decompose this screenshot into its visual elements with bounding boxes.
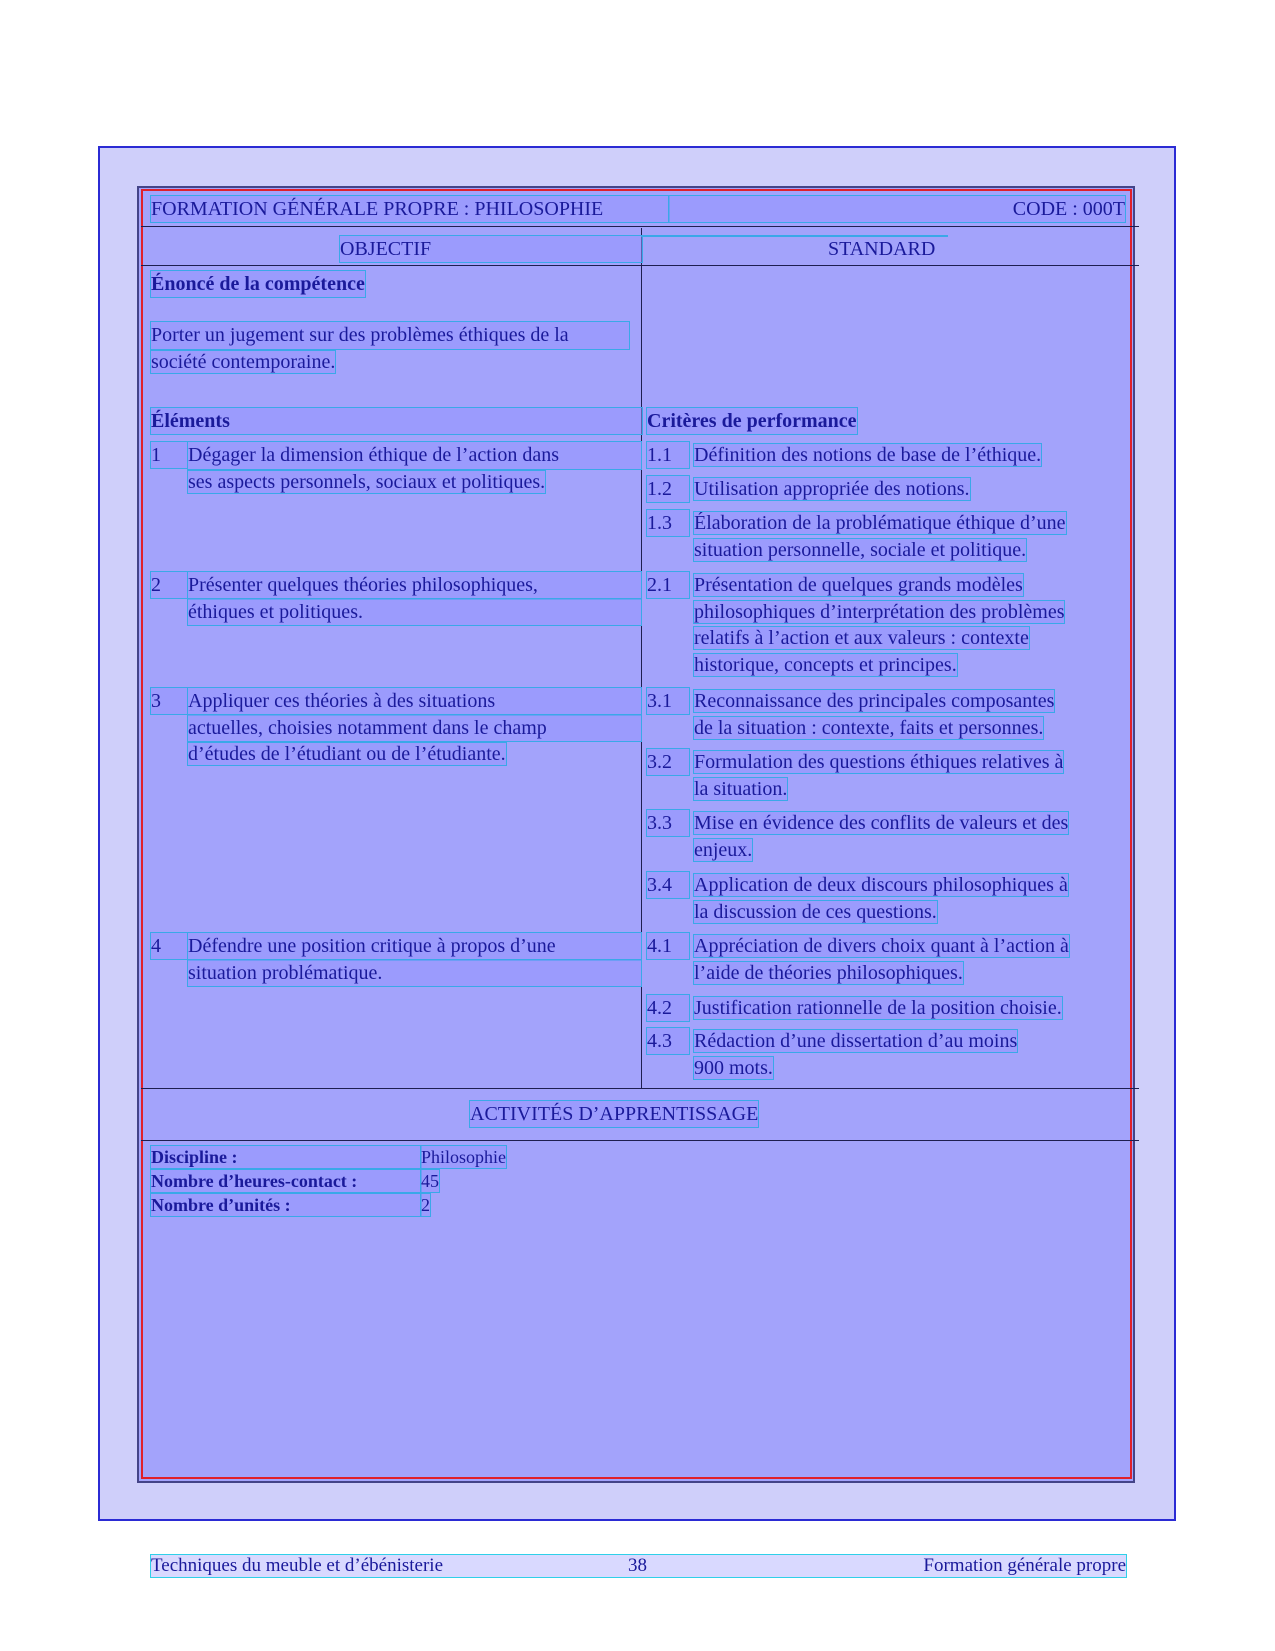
criterion-text: Justification rationnelle de la position choisie. [694, 997, 1062, 1019]
competence-line: Porter un jugement sur des problèmes éthiques de la [151, 322, 629, 349]
criterion-number: 1.3 [647, 510, 689, 536]
criterion-text: Élaboration de la problématique éthique d’une situation personnelle, sociale et politique. [694, 512, 1066, 561]
form-title: FORMATION GÉNÉRALE PROPRE : PHILOSOPHIE [151, 196, 669, 222]
activities-title: ACTIVITÉS D’APPRENTISSAGE [470, 1103, 759, 1125]
rule-under-activities [141, 1140, 1139, 1141]
contact-hours-label: Nombre d’heures-contact : [151, 1170, 421, 1192]
criterion-number: 1.1 [647, 442, 689, 468]
discipline-label: Discipline : [151, 1146, 421, 1168]
element-text: Défendre une position critique à propos d’une situation problématique. [188, 933, 641, 986]
competence-line: société contemporaine. [151, 350, 336, 373]
footer-program: Techniques du meuble et d’ébénisterie [151, 1555, 444, 1576]
competence-heading: Énoncé de la compétence [151, 273, 365, 295]
criteria-heading: Critères de performance [647, 410, 857, 432]
criterion-text: Formulation des questions éthiques relatives à la situation. [694, 751, 1064, 800]
element-text: Appliquer ces théories à des situations actuelles, choisies notamment dans le champ d’études de l’étudiant ou de l’étudiante. [188, 688, 641, 768]
rule-under-columns [141, 265, 1139, 266]
criterion-text: Reconnaissance des principales composantes de la situation : contexte, faits et personnes. [694, 690, 1055, 739]
criterion-number: 4.2 [647, 995, 689, 1021]
criterion-text: Application de deux discours philosophiques à la discussion de ces questions. [694, 874, 1068, 923]
footer-section: Formation générale propre [923, 1555, 1126, 1576]
element-number: 4 [151, 933, 187, 959]
form-code: CODE : 000T [669, 196, 1125, 222]
discipline-value: Philosophie [421, 1147, 507, 1167]
rule-above-activities [141, 1088, 1139, 1089]
competence-text [151, 322, 629, 375]
criterion-number: 3.1 [647, 688, 689, 714]
column-heading-objectif: OBJECTIF [340, 236, 642, 262]
criterion-text: Utilisation appropriée des notions. [694, 478, 970, 500]
criterion-text: Définition des notions de base de l’éthique. [694, 444, 1042, 466]
elements-heading: Éléments [151, 408, 642, 434]
element-number: 2 [151, 572, 187, 598]
footer-page-number: 38 [628, 1555, 647, 1576]
criterion-text: Rédaction d’une dissertation d’au moins 900 mots. [694, 1030, 1018, 1079]
units-label: Nombre d’unités : [151, 1194, 421, 1216]
criterion-number: 4.1 [647, 933, 689, 959]
page-footer [151, 1555, 1126, 1577]
criterion-number: 1.2 [647, 476, 689, 502]
criterion-number: 3.2 [647, 749, 689, 775]
rule-under-header [141, 226, 1139, 227]
criterion-text: Mise en évidence des conflits de valeurs et des enjeux. [694, 812, 1069, 861]
criterion-number: 4.3 [647, 1028, 689, 1054]
units-value: 2 [421, 1195, 430, 1215]
criterion-text: Présentation de quelques grands modèles philosophiques d’interprétation des problèmes relatifs à l’action et aux valeurs : contexte historique, concepts et principes. [694, 574, 1065, 676]
criterion-text: Appréciation de divers choix quant à l’action à l’aide de théories philosophiques. [694, 935, 1069, 984]
element-number: 3 [151, 688, 187, 714]
criterion-number: 3.4 [647, 872, 689, 898]
element-text: Dégager la dimension éthique de l’action dans ses aspects personnels, sociaux et politiques. [188, 442, 641, 495]
column-divider [641, 228, 642, 1088]
criterion-number: 3.3 [647, 810, 689, 836]
contact-hours-value: 45 [421, 1171, 439, 1191]
element-text: Présenter quelques théories philosophiques, éthiques et politiques. [188, 572, 641, 625]
element-number: 1 [151, 442, 187, 468]
criterion-number: 2.1 [647, 572, 689, 598]
